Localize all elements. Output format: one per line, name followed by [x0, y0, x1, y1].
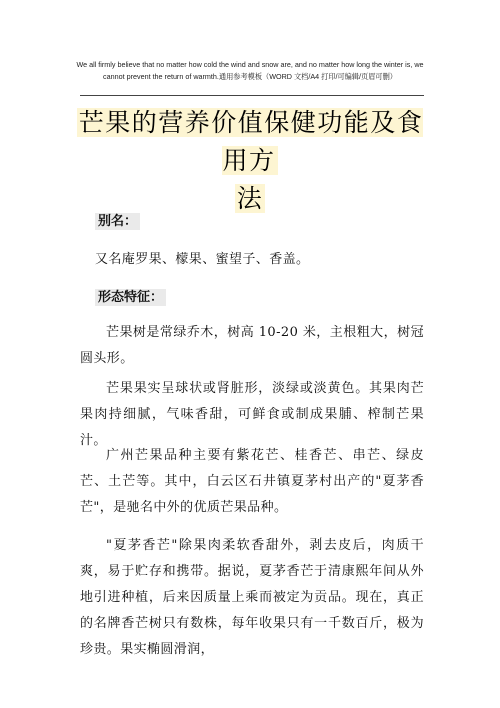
paragraph-fruit: 芒果果实呈球状或肾脏形，淡绿或淡黄色。其果肉芒果肉持细腻，气味香甜，可鲜食或制成果脯、榨制芒果汁。 — [80, 381, 424, 448]
alias-heading-label: 别名： — [95, 213, 140, 230]
header-line-1: We all firmly believe that no matter how cold the wind and snow are, and no matter how long the winter is, we — [76, 60, 424, 69]
paragraph-varieties: 广州芒果品种主要有紫花芒、桂香芒、串芒、绿皮芒、土芒等。其中，白云区石井镇夏茅村出产的"夏茅香芒"，是驰名中外的优质芒果品种。 — [80, 448, 424, 515]
paragraph-xiamao: "夏茅香芒"除果肉柔软香甜外，剥去皮后，肉质干爽，易于贮存和携带。据说，夏茅香芒于清康熙年间从外地引进种植，后来因质量上乘而被定为贡品。现在，真正的名牌香芒树只有数株，每年收果只有一千数百斤，极为珍贵。果实椭圆滑润， — [80, 538, 424, 657]
document-title — [64, 104, 436, 218]
page-header — [60, 59, 440, 83]
paragraph-tree: 芒果树是常绿乔木，树高 10-20 米，主根粗大，树冠圆头形。 — [80, 325, 424, 366]
morphology-heading — [95, 289, 166, 307]
title-line-1: 芒果的营养价值保健功能及食用方 — [78, 108, 424, 175]
alias-paragraph: 又名庵罗果、檬果、蜜望子、香盖。 — [95, 252, 310, 267]
morphology-heading-label: 形态特征： — [95, 289, 166, 306]
alias-heading — [95, 213, 140, 231]
header-line-2: cannot prevent the return of warmth.通用参考模板（WORD 文档/A4 打印/可编辑/页眉可删） — [103, 72, 397, 81]
header-divider — [80, 95, 424, 96]
title-line-2: 法 — [236, 184, 264, 213]
